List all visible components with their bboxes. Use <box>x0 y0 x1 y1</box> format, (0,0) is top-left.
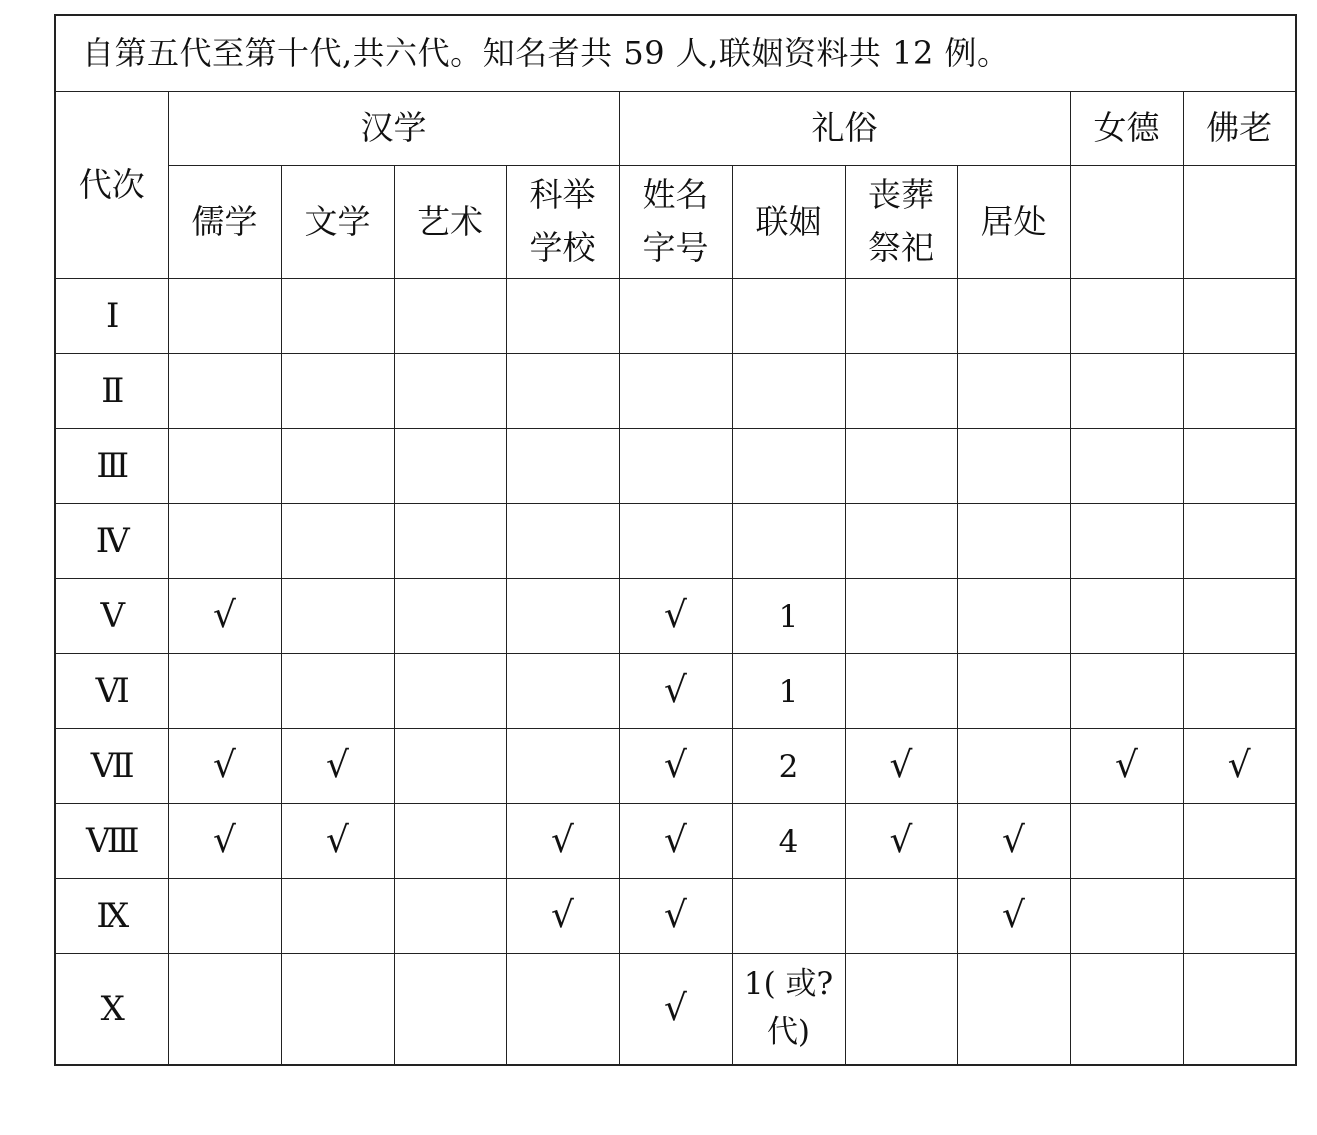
cell-sangzang <box>845 279 957 354</box>
cell-lianyin <box>732 429 845 504</box>
cell-ruxue <box>168 954 281 1066</box>
generation-cell: Ⅹ <box>55 954 168 1066</box>
cell-folao <box>1183 429 1296 504</box>
cell-keju <box>506 504 619 579</box>
generation-cell: Ⅶ <box>55 729 168 804</box>
generation-cell: Ⅷ <box>55 804 168 879</box>
header-ruxue-label: 儒学 <box>191 201 258 241</box>
cell-keju <box>506 354 619 429</box>
check-mark: √ <box>664 595 687 637</box>
header-group-lisu: 礼俗 <box>619 92 1070 166</box>
cell-ruxue <box>168 579 281 654</box>
generation-cell: Ⅳ <box>55 504 168 579</box>
table-body <box>55 279 1296 1066</box>
cell-keju <box>506 729 619 804</box>
cell-sangzang <box>845 654 957 729</box>
cell-lianyin <box>732 654 845 729</box>
cell-sangzang <box>845 579 957 654</box>
cell-lianyin <box>732 354 845 429</box>
cell-folao <box>1183 804 1296 879</box>
check-mark: √ <box>213 820 236 862</box>
generation-cell: Ⅴ <box>55 579 168 654</box>
marriage-count: 1 <box>778 598 799 635</box>
cell-keju <box>506 954 619 1066</box>
cell-xingming <box>619 354 732 429</box>
cell-juchu <box>957 729 1070 804</box>
check-mark: √ <box>1002 895 1025 937</box>
table-row <box>55 879 1296 954</box>
cell-juchu <box>957 879 1070 954</box>
cell-nude <box>1070 504 1183 579</box>
cell-nude <box>1070 954 1183 1066</box>
generation-cell: Ⅵ <box>55 654 168 729</box>
cell-yishu <box>394 729 506 804</box>
cell-yishu <box>394 354 506 429</box>
cell-keju <box>506 579 619 654</box>
cell-nude <box>1070 579 1183 654</box>
header-lianyin <box>732 166 845 279</box>
cell-yishu <box>394 504 506 579</box>
check-mark: √ <box>889 745 913 787</box>
cell-folao <box>1183 954 1296 1066</box>
cell-juchu <box>957 579 1070 654</box>
cell-ruxue <box>168 279 281 354</box>
cell-xingming <box>619 429 732 504</box>
check-mark: √ <box>664 820 687 862</box>
header-group-folao: 佛老 <box>1183 92 1296 166</box>
cell-keju <box>506 429 619 504</box>
cell-nude <box>1070 429 1183 504</box>
cell-keju <box>506 654 619 729</box>
generation-cell: Ⅱ <box>55 354 168 429</box>
cell-juchu <box>957 354 1070 429</box>
cell-folao <box>1183 729 1296 804</box>
generation-cell: Ⅰ <box>55 279 168 354</box>
header-group-hanxue: 汉学 <box>168 92 619 166</box>
cell-yishu <box>394 954 506 1066</box>
header-folao-empty <box>1183 166 1296 279</box>
cell-sangzang <box>845 879 957 954</box>
cell-nude <box>1070 729 1183 804</box>
cell-ruxue <box>168 879 281 954</box>
header-yishu-label: 艺术 <box>417 201 483 241</box>
table-row <box>55 729 1296 804</box>
cell-xingming <box>619 729 732 804</box>
table-row <box>55 504 1296 579</box>
cell-folao <box>1183 504 1296 579</box>
check-mark: √ <box>664 895 687 937</box>
cell-folao <box>1183 879 1296 954</box>
cell-keju <box>506 804 619 879</box>
cell-wenxue <box>281 804 394 879</box>
cell-lianyin <box>732 279 845 354</box>
cell-juchu <box>957 804 1070 879</box>
cell-ruxue <box>168 504 281 579</box>
cell-lianyin <box>732 804 845 879</box>
cell-folao <box>1183 354 1296 429</box>
table-caption: 自第五代至第十代,共六代。知名者共 59 人,联姻资料共 12 例。 <box>55 15 1296 92</box>
cell-juchu <box>957 954 1070 1066</box>
cell-sangzang <box>845 429 957 504</box>
check-mark: √ <box>1115 745 1138 787</box>
cell-juchu <box>957 279 1070 354</box>
cell-wenxue <box>281 579 394 654</box>
header-group-nude: 女德 <box>1070 92 1183 166</box>
cell-xingming <box>619 879 732 954</box>
check-mark: √ <box>889 820 913 862</box>
header-xingming-label: 姓名字号 <box>642 175 709 267</box>
cell-juchu <box>957 654 1070 729</box>
header-sub-row <box>55 166 1296 279</box>
cell-wenxue <box>281 279 394 354</box>
cell-wenxue <box>281 879 394 954</box>
cell-lianyin <box>732 579 845 654</box>
cell-ruxue <box>168 354 281 429</box>
cell-lianyin <box>732 504 845 579</box>
cell-sangzang <box>845 354 957 429</box>
header-generation: 代次 <box>55 92 168 279</box>
cell-juchu <box>957 429 1070 504</box>
cell-nude <box>1070 879 1183 954</box>
header-wenxue <box>281 166 394 279</box>
cell-yishu <box>394 804 506 879</box>
check-mark: √ <box>664 988 687 1030</box>
header-keju <box>506 166 619 279</box>
check-mark: √ <box>213 595 236 637</box>
header-wenxue-label: 文学 <box>304 201 371 241</box>
cell-folao <box>1183 279 1296 354</box>
check-mark: √ <box>551 895 574 937</box>
header-juchu-label: 居处 <box>980 201 1047 241</box>
table-row <box>55 279 1296 354</box>
marriage-note: 1( 或?代) <box>743 966 834 1051</box>
check-mark: √ <box>213 745 236 787</box>
generation-table <box>54 14 1297 1066</box>
cell-wenxue <box>281 504 394 579</box>
check-mark: √ <box>664 745 687 787</box>
table-row <box>55 429 1296 504</box>
cell-xingming <box>619 579 732 654</box>
cell-ruxue <box>168 654 281 729</box>
caption-row <box>55 15 1296 92</box>
cell-yishu <box>394 579 506 654</box>
cell-lianyin <box>732 879 845 954</box>
cell-ruxue <box>168 429 281 504</box>
cell-keju <box>506 879 619 954</box>
table-row <box>55 954 1296 1066</box>
cell-xingming <box>619 954 732 1066</box>
check-mark: √ <box>1002 820 1025 862</box>
check-mark: √ <box>551 820 574 862</box>
table-row <box>55 804 1296 879</box>
cell-nude <box>1070 354 1183 429</box>
header-sangzang <box>845 166 957 279</box>
cell-sangzang <box>845 804 957 879</box>
cell-xingming <box>619 804 732 879</box>
header-keju-label: 科举学校 <box>529 175 596 267</box>
header-group-row <box>55 92 1296 166</box>
cell-ruxue <box>168 729 281 804</box>
header-xingming <box>619 166 732 279</box>
cell-wenxue <box>281 429 394 504</box>
cell-nude <box>1070 279 1183 354</box>
table-row <box>55 654 1296 729</box>
cell-sangzang <box>845 504 957 579</box>
header-ruxue <box>168 166 281 279</box>
cell-yishu <box>394 654 506 729</box>
generation-table-container <box>54 14 1295 1066</box>
cell-lianyin <box>732 954 845 1066</box>
cell-xingming <box>619 654 732 729</box>
marriage-count: 2 <box>778 748 799 785</box>
check-mark: √ <box>326 745 349 787</box>
cell-sangzang <box>845 729 957 804</box>
cell-yishu <box>394 279 506 354</box>
marriage-count: 4 <box>778 823 799 860</box>
cell-folao <box>1183 654 1296 729</box>
cell-ruxue <box>168 804 281 879</box>
cell-wenxue <box>281 954 394 1066</box>
check-mark: √ <box>664 670 687 712</box>
cell-yishu <box>394 879 506 954</box>
check-mark: √ <box>1227 745 1251 787</box>
header-yishu <box>394 166 506 279</box>
cell-sangzang <box>845 954 957 1066</box>
header-juchu <box>957 166 1070 279</box>
cell-juchu <box>957 504 1070 579</box>
cell-xingming <box>619 279 732 354</box>
header-sangzang-label: 丧葬祭祀 <box>868 175 934 267</box>
cell-lianyin <box>732 729 845 804</box>
cell-xingming <box>619 504 732 579</box>
cell-nude <box>1070 654 1183 729</box>
header-lianyin-label: 联姻 <box>755 201 822 241</box>
generation-cell: Ⅲ <box>55 429 168 504</box>
table-row <box>55 579 1296 654</box>
cell-nude <box>1070 804 1183 879</box>
table-row <box>55 354 1296 429</box>
cell-wenxue <box>281 354 394 429</box>
cell-wenxue <box>281 729 394 804</box>
check-mark: √ <box>326 820 349 862</box>
header-nude-empty <box>1070 166 1183 279</box>
marriage-count: 1 <box>778 673 799 710</box>
cell-folao <box>1183 579 1296 654</box>
cell-wenxue <box>281 654 394 729</box>
generation-cell: Ⅸ <box>55 879 168 954</box>
cell-keju <box>506 279 619 354</box>
cell-yishu <box>394 429 506 504</box>
